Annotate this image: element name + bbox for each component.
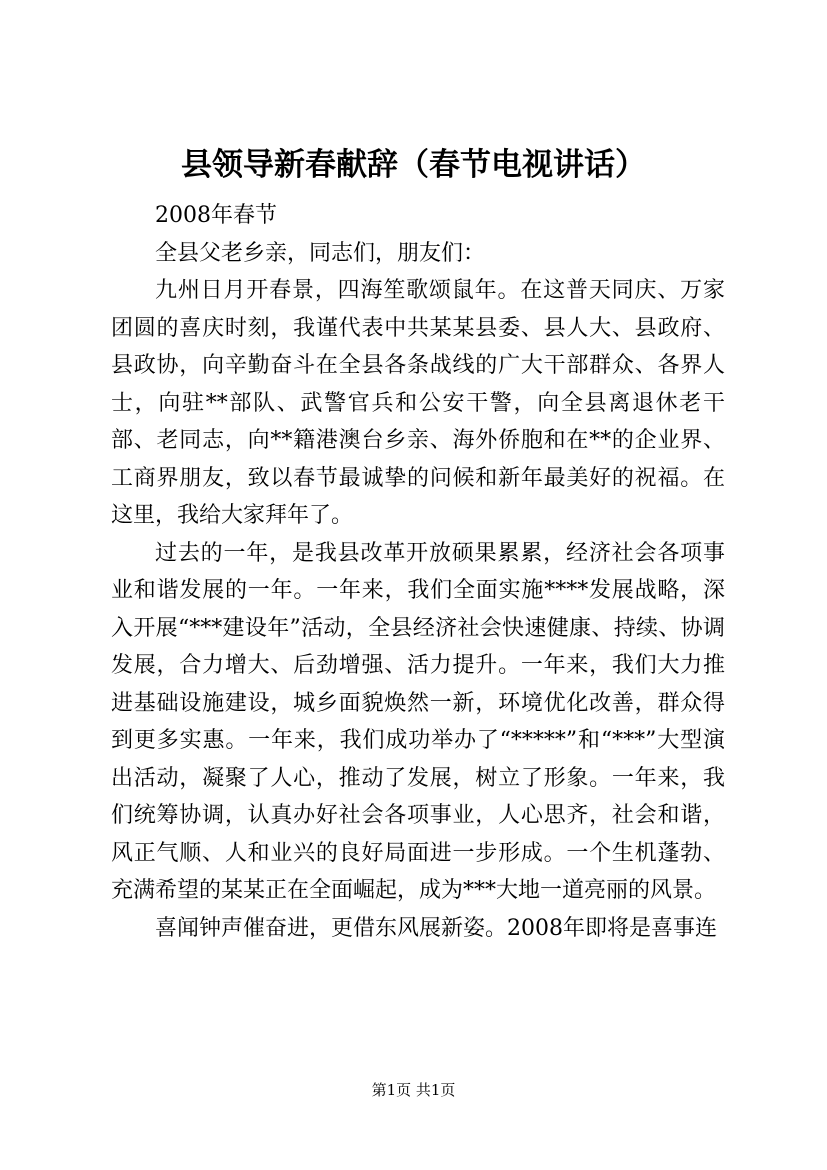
document-title: 县领导新春献辞（春节电视讲话） (181, 147, 646, 183)
body-paragraph: 喜闻钟声催奋进，更借东风展新姿。2008年即将是喜事连 (155, 915, 717, 941)
date-line: 2008年春节 (155, 203, 277, 228)
body-paragraph: 过去的一年，是我县改革开放硕果累累，经济社会各项事业和谐发展的一年。一年来，我们全面实施****发展战略，深入开展“***建设年”活动，全县经济社会快速健康、持续、协调发展，合力增大、后劲增强、活力提升。一年来，我们大力推进基础设施建设，城乡面貌焕然一新，环境优化改善，群众得到更多实惠。一年来，我们成功举办了“*****”和“***”大型演出活动，凝聚了人心，推动了发展，树立了形象。一年来，我们统筹协调，认真办好社会各项事业，人心思齐，社会和谐，风正气顺、人和业兴的良好局面进一步形成。一个生机蓬勃、充满希望的某某正在全面崛起，成为***大地一道亮丽的风景。 (111, 540, 725, 903)
page-footer: 第1页 共1页 (371, 1081, 456, 1099)
document-body (111, 197, 725, 947)
body-paragraph: 九州日月开春景，四海笙歌颂鼠年。在这普天同庆、万家团圆的喜庆时刻，我谨代表中共某某县委、县人大、县政府、县政协，向辛勤奋斗在全县各条战线的广大干部群众、各界人士，向驻**部队、武警官兵和公安干警，向全县离退休老干部、老同志，向**籍港澳台乡亲、海外侨胞和在**的企业界、工商界朋友，致以春节最诚挚的问候和新年最美好的祝福。在这里，我给大家拜年了。 (111, 278, 725, 528)
salutation: 全县父老乡亲，同志们，朋友们： (155, 240, 486, 266)
